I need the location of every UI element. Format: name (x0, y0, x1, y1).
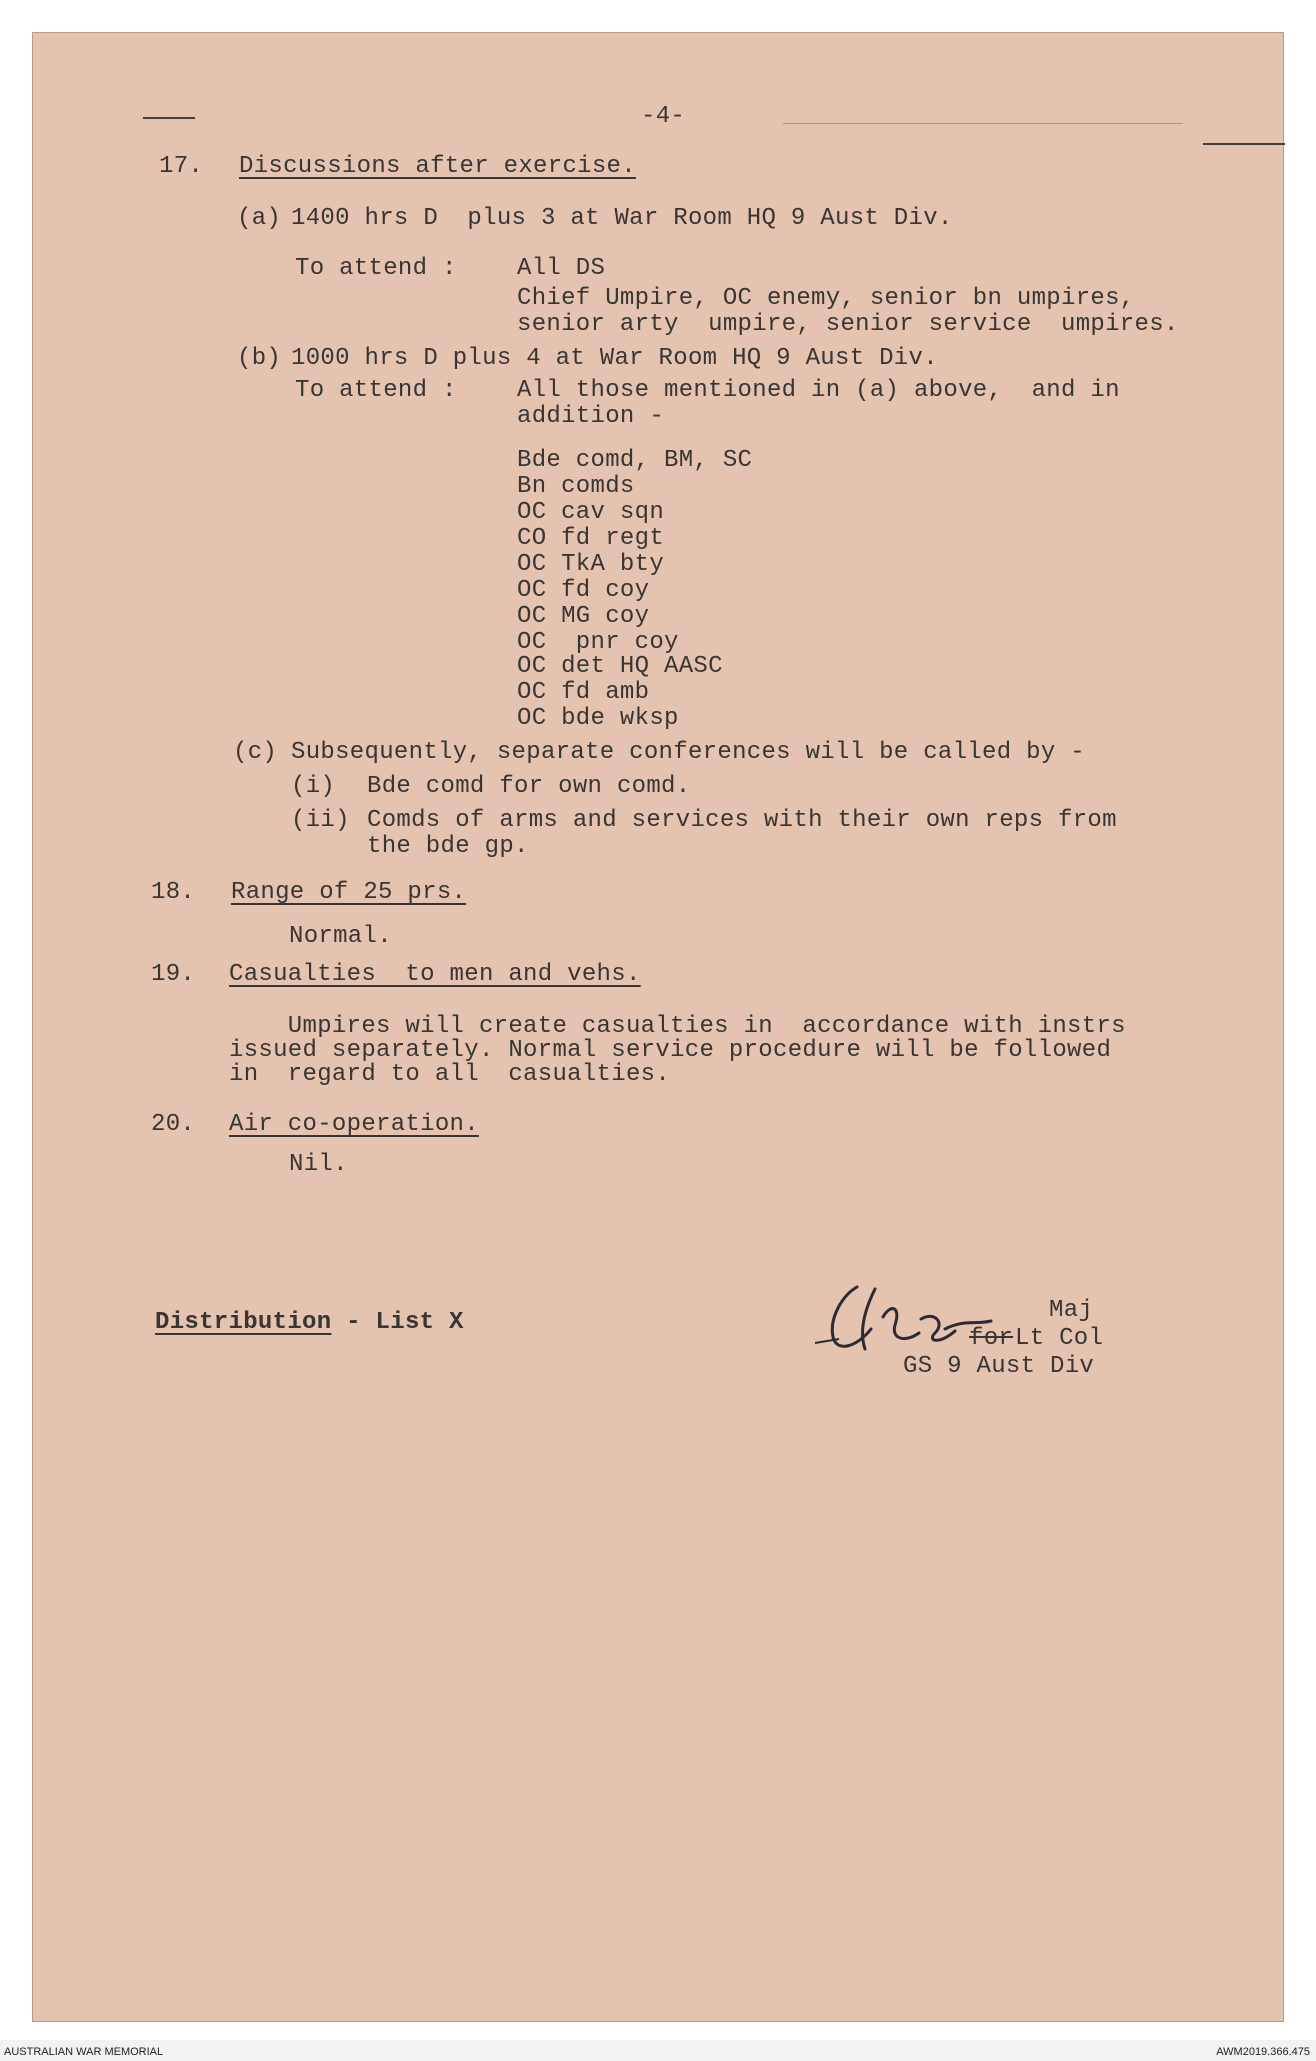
item-a-attend-label: To attend : (295, 255, 457, 282)
attendee-line: Bn comds (517, 473, 635, 500)
section-19-body-line: in regard to all casualties. (229, 1061, 671, 1088)
item-b-text: 1000 hrs D plus 4 at War Room HQ 9 Aust Div. (291, 345, 938, 372)
attendee-line: OC TkA bty (517, 551, 665, 578)
attendee-line: OC MG coy (517, 603, 650, 630)
section-19-heading: Casualties to men and vehs. (229, 961, 641, 988)
section-17-heading: Discussions after exercise. (239, 153, 636, 180)
document-page (32, 32, 1284, 2022)
attendee-line: OC fd coy (517, 577, 650, 604)
item-c-label: (c) (233, 739, 278, 766)
subitem-ii-label: (ii) (291, 807, 350, 834)
signature-for: for (969, 1325, 1014, 1352)
attendee-line: senior arty umpire, senior service umpires. (517, 311, 1179, 338)
section-18-heading: Range of 25 prs. (231, 879, 467, 906)
page-number: -4- (641, 103, 686, 130)
attendee-line: OC det HQ AASC (517, 653, 723, 680)
margin-mark (143, 117, 195, 119)
section-20-number: 20. (151, 1111, 196, 1138)
subitem-i-label: (i) (291, 773, 336, 800)
item-b-label: (b) (237, 345, 282, 372)
attendee-line: OC cav sqn (517, 499, 665, 526)
section-17-number: 17. (159, 153, 204, 180)
attendee-line: OC pnr coy (517, 629, 679, 656)
section-18-number: 18. (151, 879, 196, 906)
footer-left: AUSTRALIAN WAR MEMORIAL (4, 2046, 164, 2058)
subitem-i-text: Bde comd for own comd. (367, 773, 691, 800)
distribution-label (155, 1309, 464, 1336)
section-19-body-line: Umpires will create casualties in accordance with instrs (229, 1013, 1126, 1040)
attend-line: addition - (517, 403, 665, 430)
section-19-body-line: issued separately. Normal service procedure will be followed (229, 1037, 1112, 1064)
attend-line: All those mentioned in (a) above, and in (517, 377, 1120, 404)
distribution-word: Distribution (155, 1309, 332, 1336)
attendee-line: All DS (517, 255, 606, 282)
item-a-label: (a) (237, 205, 282, 232)
section-19-number: 19. (151, 961, 196, 988)
attendee-line: OC fd amb (517, 679, 650, 706)
item-b-attend-label: To attend : (295, 377, 457, 404)
item-a-text: 1400 hrs D plus 3 at War Room HQ 9 Aust Div. (291, 205, 953, 232)
section-20-body: Nil. (289, 1151, 348, 1178)
margin-mark (1203, 143, 1285, 145)
subitem-ii-text: Comds of arms and services with their own reps from (367, 807, 1117, 834)
section-20-heading: Air co-operation. (229, 1111, 479, 1138)
signature-unit: GS 9 Aust Div (903, 1353, 1095, 1380)
item-c-text: Subsequently, separate conferences will be called by - (291, 739, 1085, 766)
footer-right: AWM2019.366.475 (1216, 2046, 1310, 2058)
ruled-line (783, 123, 1183, 124)
signature-rank-maj: Maj (1049, 1297, 1094, 1324)
signature-rank-ltcol: Lt Col (1015, 1325, 1104, 1352)
distribution-list: - List X (331, 1309, 464, 1336)
attendee-line: Bde comd, BM, SC (517, 447, 753, 474)
attendee-line: Chief Umpire, OC enemy, senior bn umpires, (517, 285, 1135, 312)
attendee-line: OC bde wksp (517, 705, 679, 732)
section-18-body: Normal. (289, 923, 392, 950)
attendee-line: CO fd regt (517, 525, 665, 552)
subitem-ii-text: the bde gp. (367, 833, 529, 860)
